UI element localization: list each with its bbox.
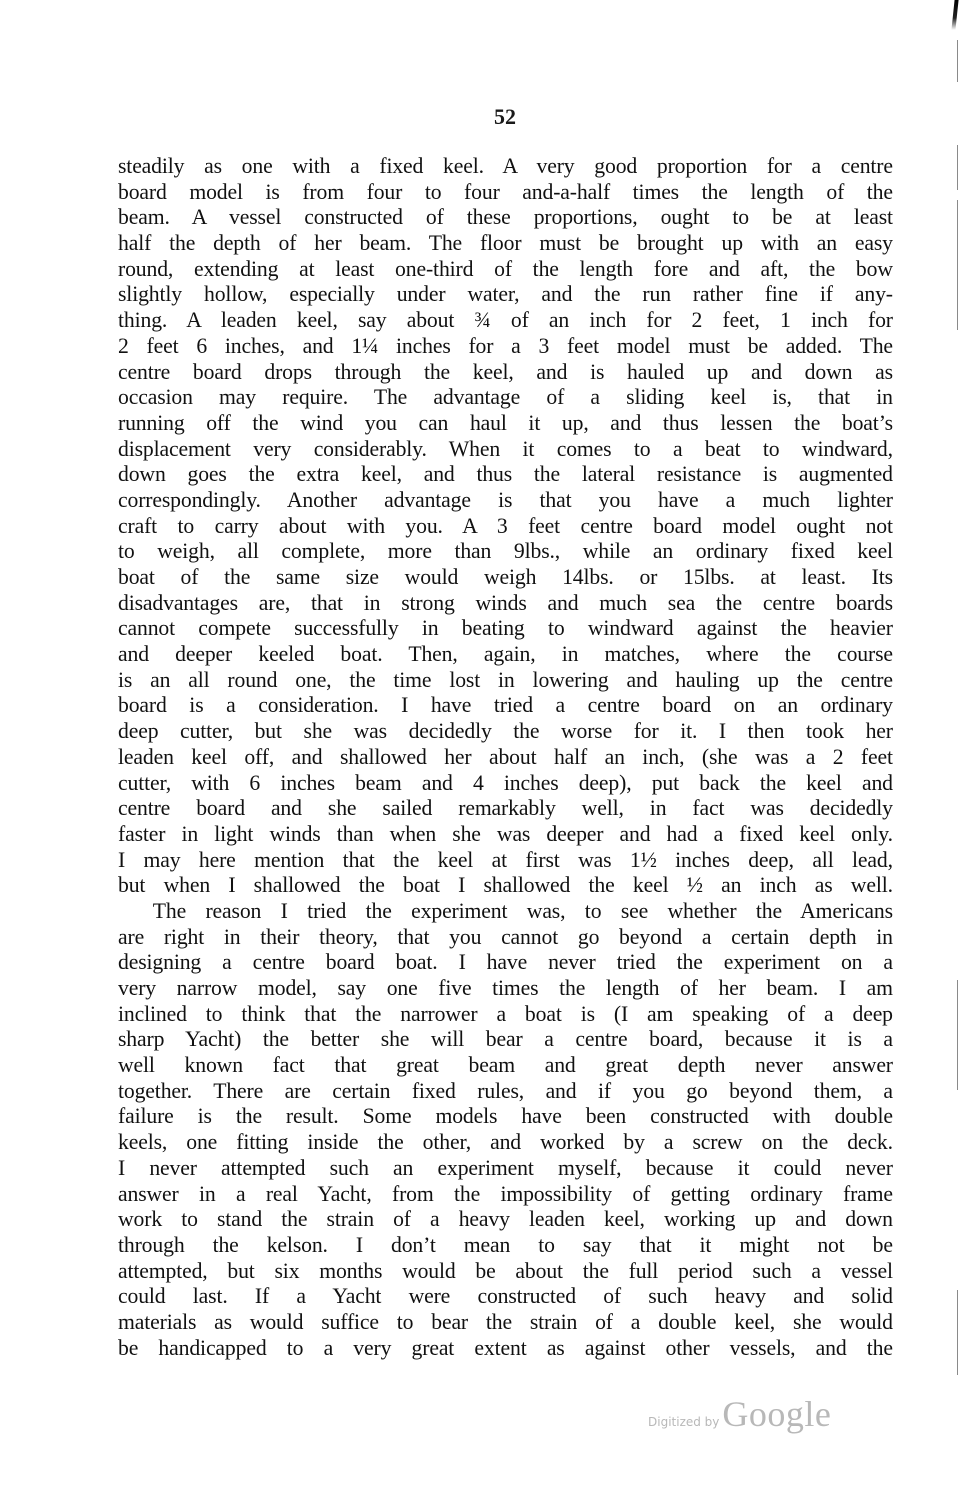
text-line: beam. A vessel constructed of these proportions, ought to be at least <box>118 204 893 230</box>
text-line: running off the wind you can haul it up, and thus lessen the boat’s <box>118 409 893 435</box>
text-line: designing a centre board boat. I have never tried the experiment on a <box>118 949 893 975</box>
text-line: are right in their theory, that you cannot go beyond a certain depth in <box>118 923 893 949</box>
text-line: slightly hollow, especially under water, and the run rather fine if any- <box>118 281 893 307</box>
text-line: cutter, with 6 inches beam and 4 inches deep), put back the keel and <box>118 769 893 795</box>
text-line: keels, one fitting inside the other, and worked by a screw on the deck. <box>118 1129 893 1155</box>
text-line: deep cutter, but she was decidedly the worse for it. I then took her <box>118 718 893 744</box>
text-line: The reason I tried the experiment was, to see whether the Americans <box>152 897 893 923</box>
text-line: correspondingly. Another advantage is that you have a much lighter <box>118 486 893 512</box>
scan-edge-mark <box>957 980 958 1090</box>
scan-corner-mark <box>951 0 958 30</box>
text-line: thing. A leaden keel, say about ¾ of an inch for 2 feet, 1 inch for <box>118 307 893 333</box>
text-line: board is a consideration. I have tried a centre board on an ordinary <box>118 692 893 718</box>
paragraph <box>118 153 893 898</box>
text-line: sharp Yacht) the better she will bear a centre board, because it is a <box>118 1026 893 1052</box>
text-line: I never attempted such an experiment myself, because it could never <box>118 1154 893 1180</box>
text-line: through the kelson. I don’t mean to say that it might not be <box>118 1231 893 1257</box>
text-line: could last. If a Yacht were constructed of such heavy and solid <box>118 1283 893 1309</box>
text-line: boat of the same size would weigh 14lbs. or 15lbs. at least. Its <box>118 564 893 589</box>
text-line: very narrow model, say one five times the length of her beam. I am <box>118 975 893 1000</box>
text-line: centre board and she sailed remarkably well, in fact was decidedly <box>118 795 893 821</box>
text-line: disadvantages are, that in strong winds and much sea the centre boards <box>118 589 893 615</box>
google-logo: Google <box>722 1394 832 1434</box>
scan-edge-mark <box>957 145 958 190</box>
text-line: down goes the extra keel, and thus the lateral resistance is augmented <box>118 461 893 487</box>
text-line: board model is from four to four and-a-half times the length of the <box>118 178 893 204</box>
text-line: materials as would suffice to bear the strain of a double keel, she would <box>118 1308 893 1334</box>
text-line: but when I shallowed the boat I shallowed the keel ½ an inch as well. <box>118 872 893 898</box>
text-line: leaden keel off, and shallowed her about half an inch, (she was a 2 feet <box>118 743 893 769</box>
text-line: attempted, but six months would be about the full period such a vessel <box>118 1257 893 1283</box>
paragraph <box>118 898 893 1360</box>
scan-edge-mark <box>957 40 958 82</box>
text-line: 2 feet 6 inches, and 1¼ inches for a 3 feet model must be added. The <box>118 332 893 358</box>
text-line: is an all round one, the time lost in lowering and hauling up the centre <box>118 666 893 692</box>
text-line: and deeper keeled boat. Then, again, in matches, where the course <box>118 641 893 667</box>
text-line: occasion may require. The advantage of a sliding keel is, that in <box>118 384 893 410</box>
text-line: I may here mention that the keel at first was 1½ inches deep, all lead, <box>118 846 893 872</box>
text-line: round, extending at least one-third of the length fore and aft, the bow <box>118 255 893 281</box>
watermark-prefix: Digitized by <box>648 1415 720 1429</box>
scan-edge-mark <box>957 200 958 330</box>
text-line: inclined to think that the narrower a boat is (I am speaking of a deep <box>118 1000 893 1026</box>
text-line: displacement very considerably. When it comes to a beat to windward, <box>118 435 893 461</box>
text-line: half the depth of her beam. The floor must be brought up with an easy <box>118 230 893 256</box>
text-line: be handicapped to a very great extent as against other vessels, and the <box>118 1334 893 1360</box>
text-line: together. There are certain fixed rules, and if you go beyond them, a <box>118 1077 893 1103</box>
text-line: well known fact that great beam and great depth never answer <box>118 1052 893 1078</box>
text-line: to weigh, all complete, more than 9lbs., while an ordinary fixed keel <box>118 538 893 564</box>
text-line: work to stand the strain of a heavy leaden keel, working up and down <box>118 1206 893 1232</box>
text-line: centre board drops through the keel, and is hauled up and down as <box>118 358 893 384</box>
text-line: answer in a real Yacht, from the impossibility of getting ordinary frame <box>118 1180 893 1206</box>
page-number: 52 <box>494 104 516 129</box>
body-text <box>118 153 893 1360</box>
text-line: craft to carry about with you. A 3 feet centre board model ought not <box>118 512 893 538</box>
digitized-watermark <box>648 1393 831 1435</box>
text-line: steadily as one with a fixed keel. A very good proportion for a centre <box>118 153 893 178</box>
scan-edge-mark <box>957 1290 958 1375</box>
text-line: faster in light winds than when she was deeper and had a fixed keel only. <box>118 820 893 846</box>
text-line: failure is the result. Some models have been constructed with double <box>118 1103 893 1129</box>
text-line: cannot compete successfully in beating to windward against the heavier <box>118 615 893 641</box>
